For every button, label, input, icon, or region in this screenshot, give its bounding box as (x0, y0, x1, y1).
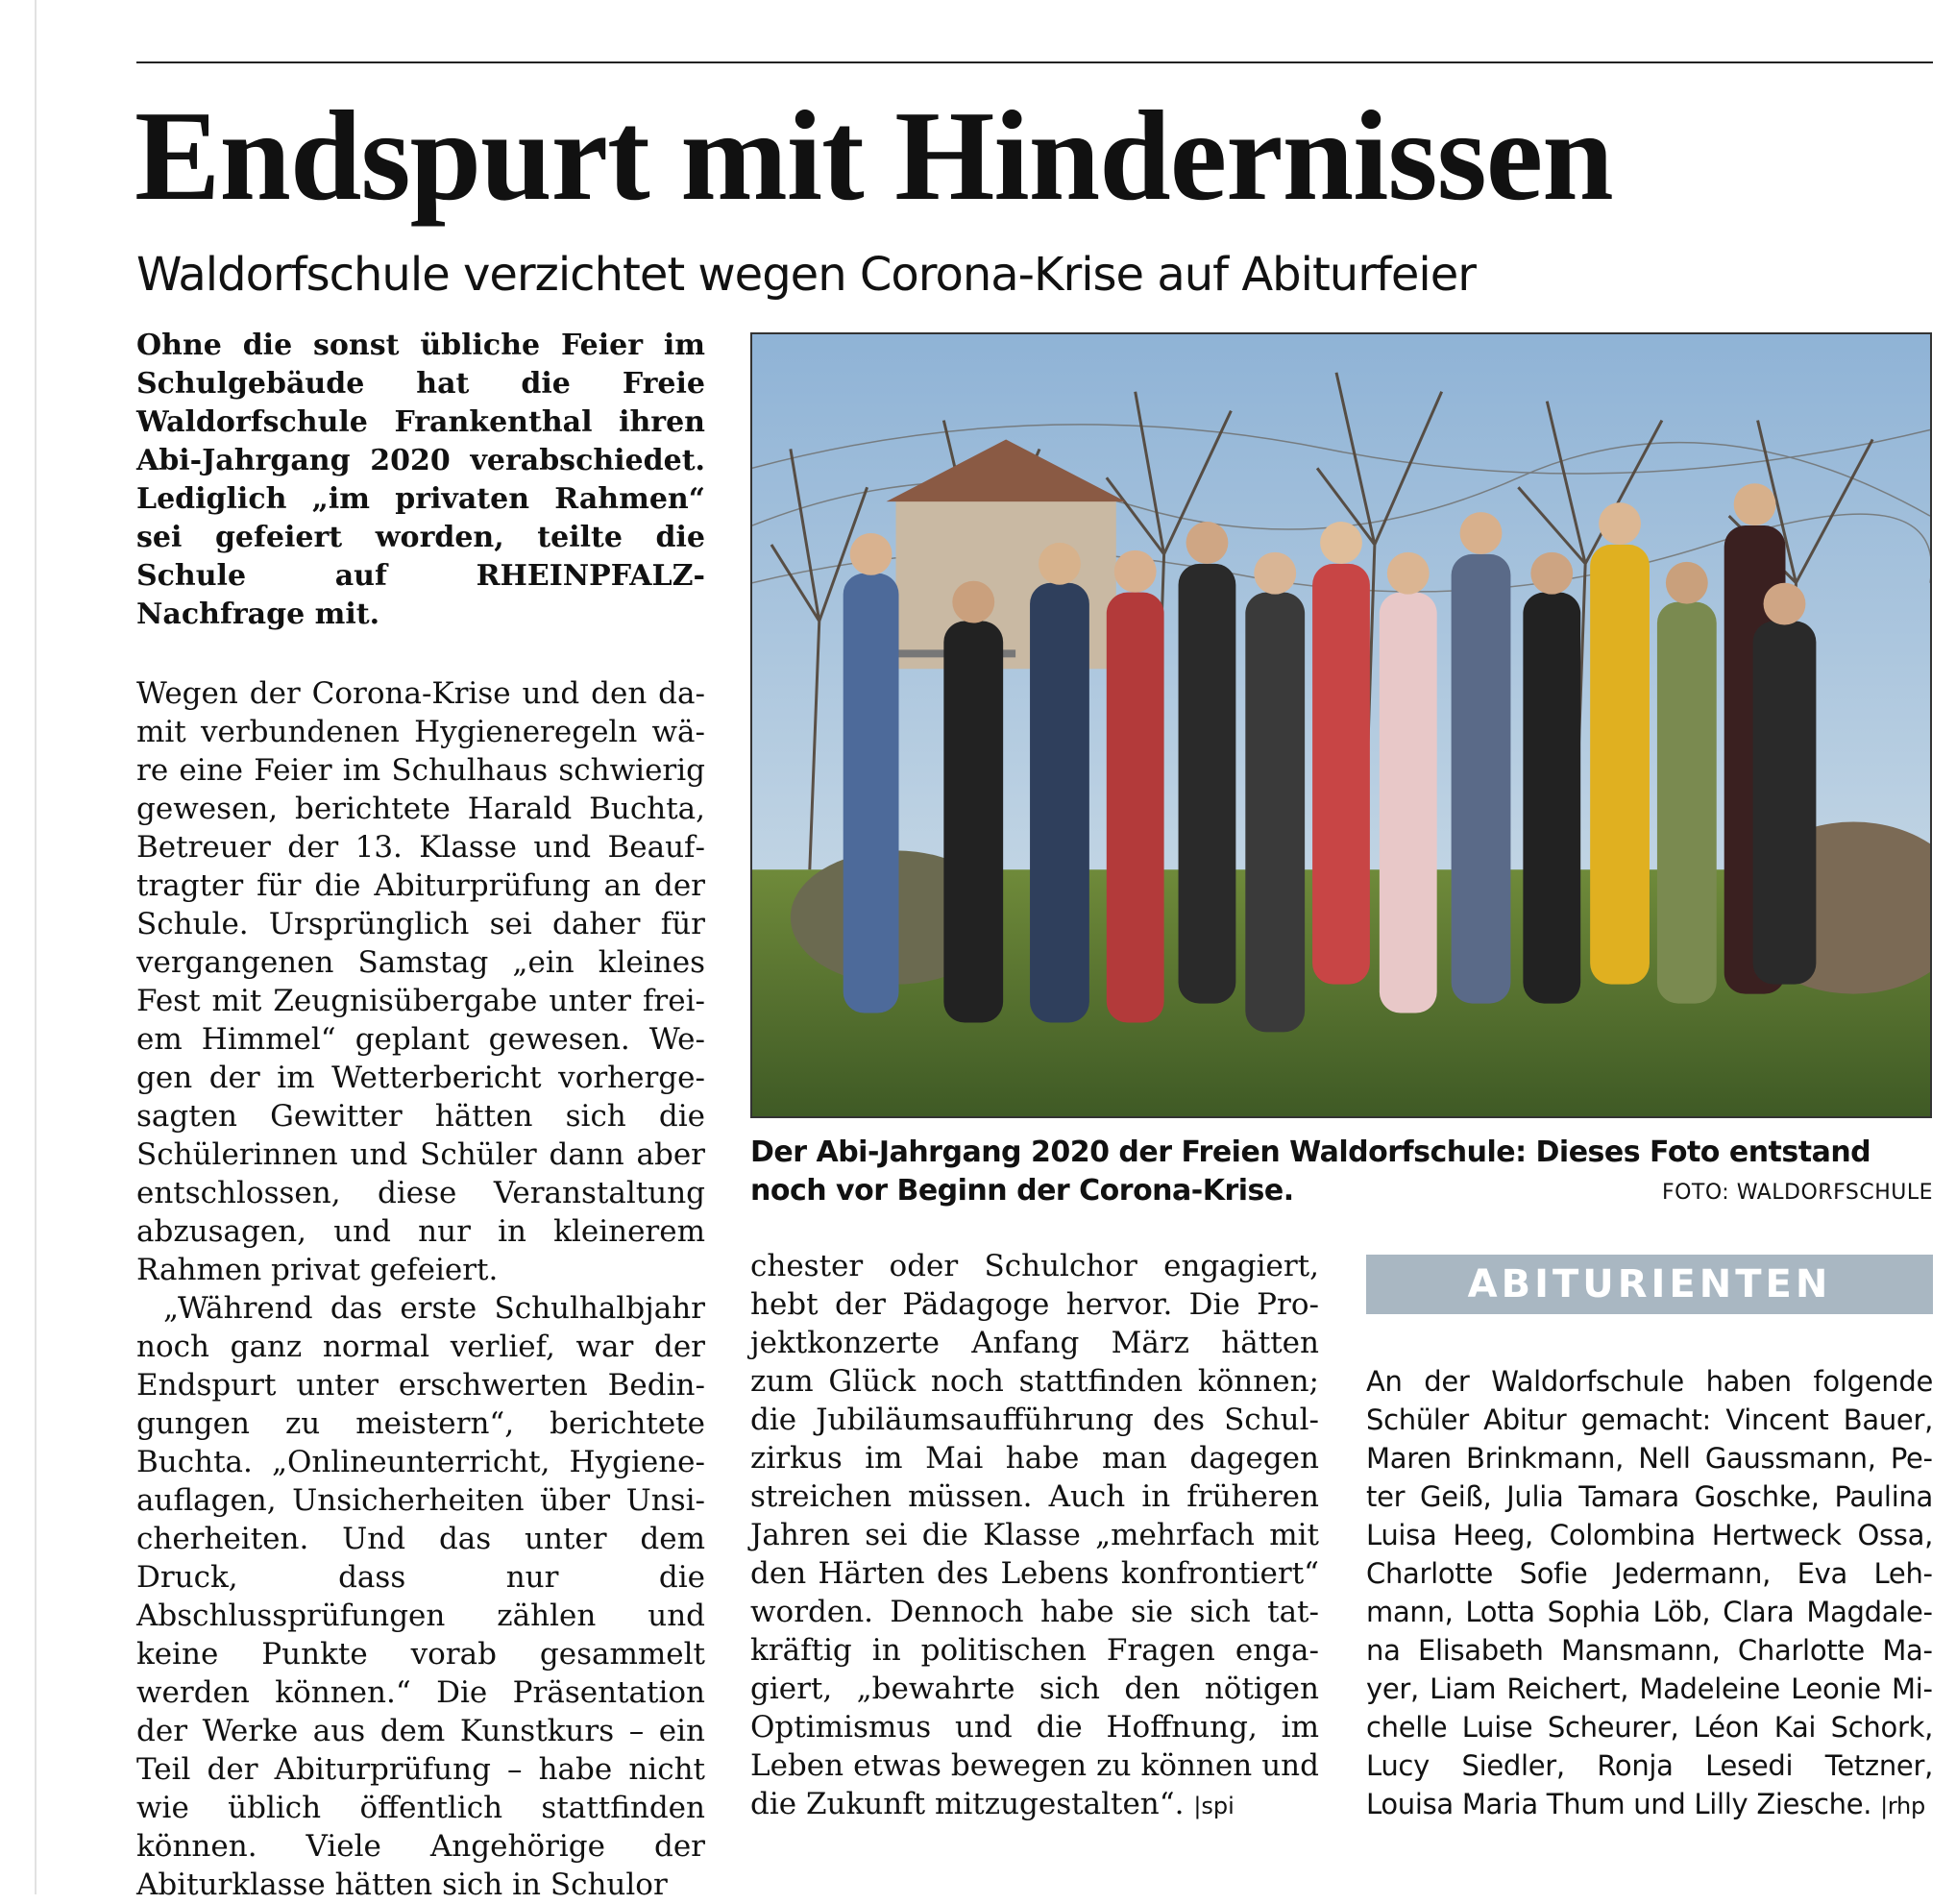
subheadline: Waldorfschule verzichtet wegen Corona-Krise auf Abiturfeier (136, 248, 1476, 302)
headline: Endspurt mit Hindernissen (134, 85, 1613, 227)
body-paragraph-2-part-1: „Während das erste Schulhalbjahr noch ganz normal verlief, war der Endspurt unter erschwerten Bedingungen zu meistern“, berichtete Buchta. „Onlineunterricht, Hygieneauflagen, Unsicherheiten über Unsicherheiten. Und das unter dem Druck, dass nur die Abschlussprüfungen zählen und keine Punkte vorab gesammelt werden können.“ Die Präsentation der Werke aus dem Kunstkurs – ein Teil der Abiturprüfung – habe nicht wie üblich öffentlich stattfinden können. Viele Angehörige der Abiturklasse hätten sich in Schulor (136, 1291, 705, 1902)
lead-paragraph: Ohne die sonst übliche Feier im Schulgebäude hat die Freie Waldorfschule Frankenthal ihren Abi-Jahrgang 2020 verabschiedet. Lediglich „im privaten Rahmen“ sei gefeiert worden, teilte die Schule auf RHEINPFALZ-Nachfrage mit. (136, 329, 705, 631)
body-paragraph-2-part-2-text: chester oder Schulchor engagiert, hebt der Pädagoge hervor. Die Projektkonzerte Anfang März hätten zum Glück noch stattfinden können; die Jubiläumsaufführung des Schulzirkus im Mai habe man dagegen streichen müssen. Auch in früheren Jahren sei die Klasse „mehrfach mit den Härten des Lebens konfrontiert“ worden. Dennoch habe sie sich tatkräftig in politischen Fragen engagiert, „bewahrte sich den nötigen Optimismus und die Hoffnung, im Leben etwas bewegen zu können und die Zukunft mitzugestalten“. (750, 1249, 1319, 1821)
abiturienten-box-title: ABITURIENTEN (1366, 1255, 1933, 1314)
photo-caption: Der Abi-Jahrgang 2020 der Freien Waldorfschule: Dieses Foto entstand noch vor Beginn der Corona-Krise. (750, 1135, 1871, 1208)
body-paragraph-2-part-2 (750, 1247, 1319, 1825)
group-photo-illustration (752, 334, 1930, 1116)
abiturienten-list (1366, 1362, 1933, 1825)
author-signature: |spi (1193, 1793, 1235, 1819)
article-column-1 (136, 327, 705, 1904)
body-paragraph-1: Wegen der Corona-Krise und den damit verbundenen Hygieneregeln wäre eine Feier im Schulhaus schwierig gewesen, berichtete Harald Buchta, Betreuer der 13. Klasse und Beauftragter für die Abiturprüfung an der Schule. Ursprünglich sei daher für vergangenen Samstag „ein kleines Fest mit Zeugnisübergabe unter freiem Himmel“ geplant gewesen. Wegen der im Wetterbericht vorhergesagten Gewitter hätten sich die Schülerinnen und Schüler dann aber entschlossen, diese Veranstaltung abzusagen, und nur in kleinerem Rahmen privat gefeiert. (136, 676, 705, 1287)
page-margin-line (35, 0, 37, 1894)
top-rule (136, 61, 1933, 63)
abiturienten-list-text: An der Waldorfschule haben folgende Schüler Abitur gemacht: Vincent Bauer, Maren Brinkmann, Nell Gaussmann, Peter Geiß, Julia Tamara Goschke, Paulina Luisa Heeg, Colombina Hertweck Ossa, Charlotte Sofie Jedermann, Eva Lehmann, Lotta Sophia Löb, Clara Magdalena Elisabeth Mansmann, Charlotte Mayer, Liam Reichert, Madeleine Leonie Michelle Luise Scheurer, Léon Kai Schork, Lucy Siedler, Ronja Lesedi Tetzner, Louisa Maria Thum und Lilly Ziesche. (1366, 1365, 1933, 1820)
abiturienten-box (1366, 1362, 1933, 1825)
group-photo (750, 332, 1932, 1118)
article-column-2 (750, 1247, 1319, 1825)
box-signature: |rhp (1880, 1793, 1925, 1819)
photo-credit: FOTO: WALDORFSCHULE (1661, 1181, 1933, 1205)
